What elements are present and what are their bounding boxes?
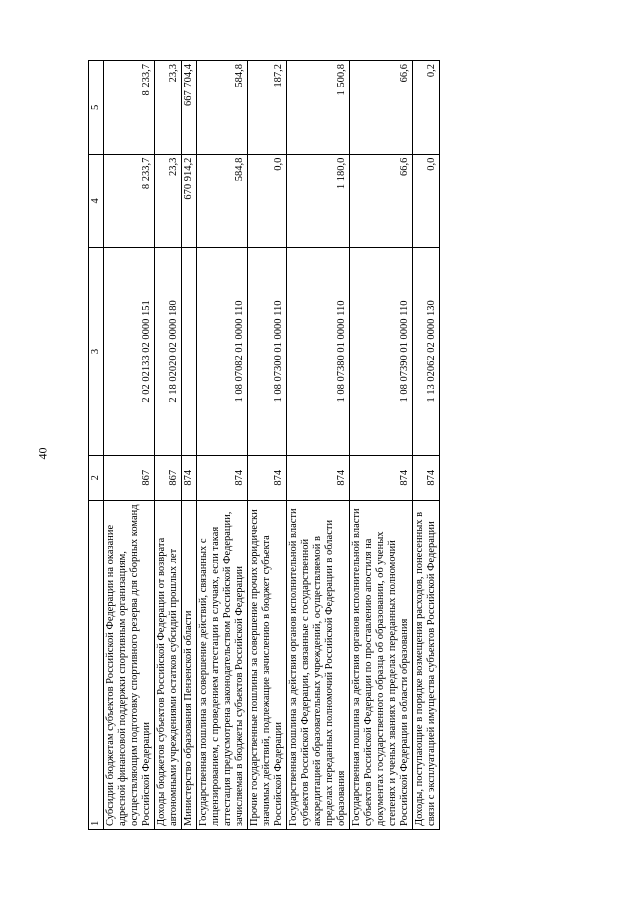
row-value-2014-cell: 23,3 — [155, 61, 182, 155]
row-value-2014-cell: 0,2 — [413, 61, 440, 155]
row-name-cell: Прочие государственные пошлины за совершение прочих юридически значимых действий, подлежащие зачислению в бюджет субъекта Российской Федерации — [248, 500, 287, 829]
row-value-2013-cell: 66,6 — [350, 154, 413, 248]
row-admin-code-cell: 867 — [104, 455, 155, 500]
row-value-2014-cell: 8 233,7 — [104, 61, 155, 155]
header-col-4: 4 — [89, 154, 104, 248]
row-value-2014-cell: 66,6 — [350, 61, 413, 155]
header-col-2: 2 — [89, 455, 104, 500]
table-row — [197, 61, 248, 830]
row-budget-code-cell: 1 13 02062 02 0000 130 — [413, 248, 440, 456]
row-name-cell: Доходы, поступающие в порядке возмещения расходов, понесенных в связи с эксплуатацией имущества субъектов Российской Федерации — [413, 500, 440, 829]
row-name-cell: Государственная пошлина за совершение действий, связанных с лицензированием, с проведением аттестации в случаях, если такая аттестация предусмотрена законодательством Российской Федерации, зачисляемая в бюджеты субъектов Российской Федерации — [197, 500, 248, 829]
header-col-1: 1 — [89, 500, 104, 829]
row-budget-code-cell: 1 08 07380 01 0000 110 — [287, 248, 350, 456]
page-number: 40 — [35, 447, 50, 460]
table-row — [287, 61, 350, 830]
table-row — [248, 61, 287, 830]
row-value-2013-cell: 1 180,0 — [287, 154, 350, 248]
row-name-cell: Государственная пошлина за действия органов исполнительной власти субъектов Российской Федерации по проставлению апостиля на документах государственного образца об образовании, об ученых степенях и ученых званиях в пределах переданных полномочий Российской Федерации в области образования — [350, 500, 413, 829]
row-name-cell: Субсидии бюджетам субъектов Российской Федерации на оказание адресной финансовой поддержки спортивным организациям, осуществляющим подготовку спортивного резерва для сборных команд Российской Федерации — [104, 500, 155, 829]
row-admin-code-cell: 874 — [350, 455, 413, 500]
row-value-2013-cell: 8 233,7 — [104, 154, 155, 248]
table-row — [413, 61, 440, 830]
row-admin-code-cell: 874 — [413, 455, 440, 500]
header-col-5: 5 — [89, 61, 104, 155]
revenue-table — [88, 60, 440, 830]
row-budget-code-cell — [182, 248, 197, 456]
row-value-2014-cell: 584,8 — [197, 61, 248, 155]
row-admin-code-cell: 874 — [287, 455, 350, 500]
row-value-2013-cell: 0,0 — [413, 154, 440, 248]
row-value-2014-cell: 667 704,4 — [182, 61, 197, 155]
row-admin-code-cell: 874 — [182, 455, 197, 500]
table-header-row — [89, 61, 104, 830]
row-budget-code-cell: 2 18 02020 02 0000 180 — [155, 248, 182, 456]
row-name-cell: Государственная пошлина за действия органов исполнительной власти субъектов Российской Федерации, связанные с государственной аккредитацией образовательных учреждений, осуществляемой в пределах переданных полномочий Российской Федерации в области образования — [287, 500, 350, 829]
rotated-table-container — [88, 60, 616, 830]
row-value-2013-cell: 584,8 — [197, 154, 248, 248]
row-budget-code-cell: 1 08 07300 01 0000 110 — [248, 248, 287, 456]
row-admin-code-cell: 874 — [248, 455, 287, 500]
row-budget-code-cell: 1 08 07082 01 0000 110 — [197, 248, 248, 456]
row-value-2014-cell: 187,2 — [248, 61, 287, 155]
header-col-3: 3 — [89, 248, 104, 456]
row-value-2013-cell: 0,0 — [248, 154, 287, 248]
row-admin-code-cell: 874 — [197, 455, 248, 500]
row-value-2014-cell: 1 500,8 — [287, 61, 350, 155]
row-budget-code-cell: 2 02 02133 02 0000 151 — [104, 248, 155, 456]
row-name-cell: Доходы бюджетов субъектов Российской Федерации от возврата автономными учреждениями остатков субсидий прошлых лет — [155, 500, 182, 829]
table-row — [182, 61, 197, 830]
table-row — [104, 61, 155, 830]
row-value-2013-cell: 23,3 — [155, 154, 182, 248]
row-budget-code-cell: 1 08 07390 01 0000 110 — [350, 248, 413, 456]
row-name-cell: Министерство образования Пензенской области — [182, 500, 197, 829]
table-row — [350, 61, 413, 830]
row-admin-code-cell: 867 — [155, 455, 182, 500]
table-row — [155, 61, 182, 830]
row-value-2013-cell: 670 914,2 — [182, 154, 197, 248]
